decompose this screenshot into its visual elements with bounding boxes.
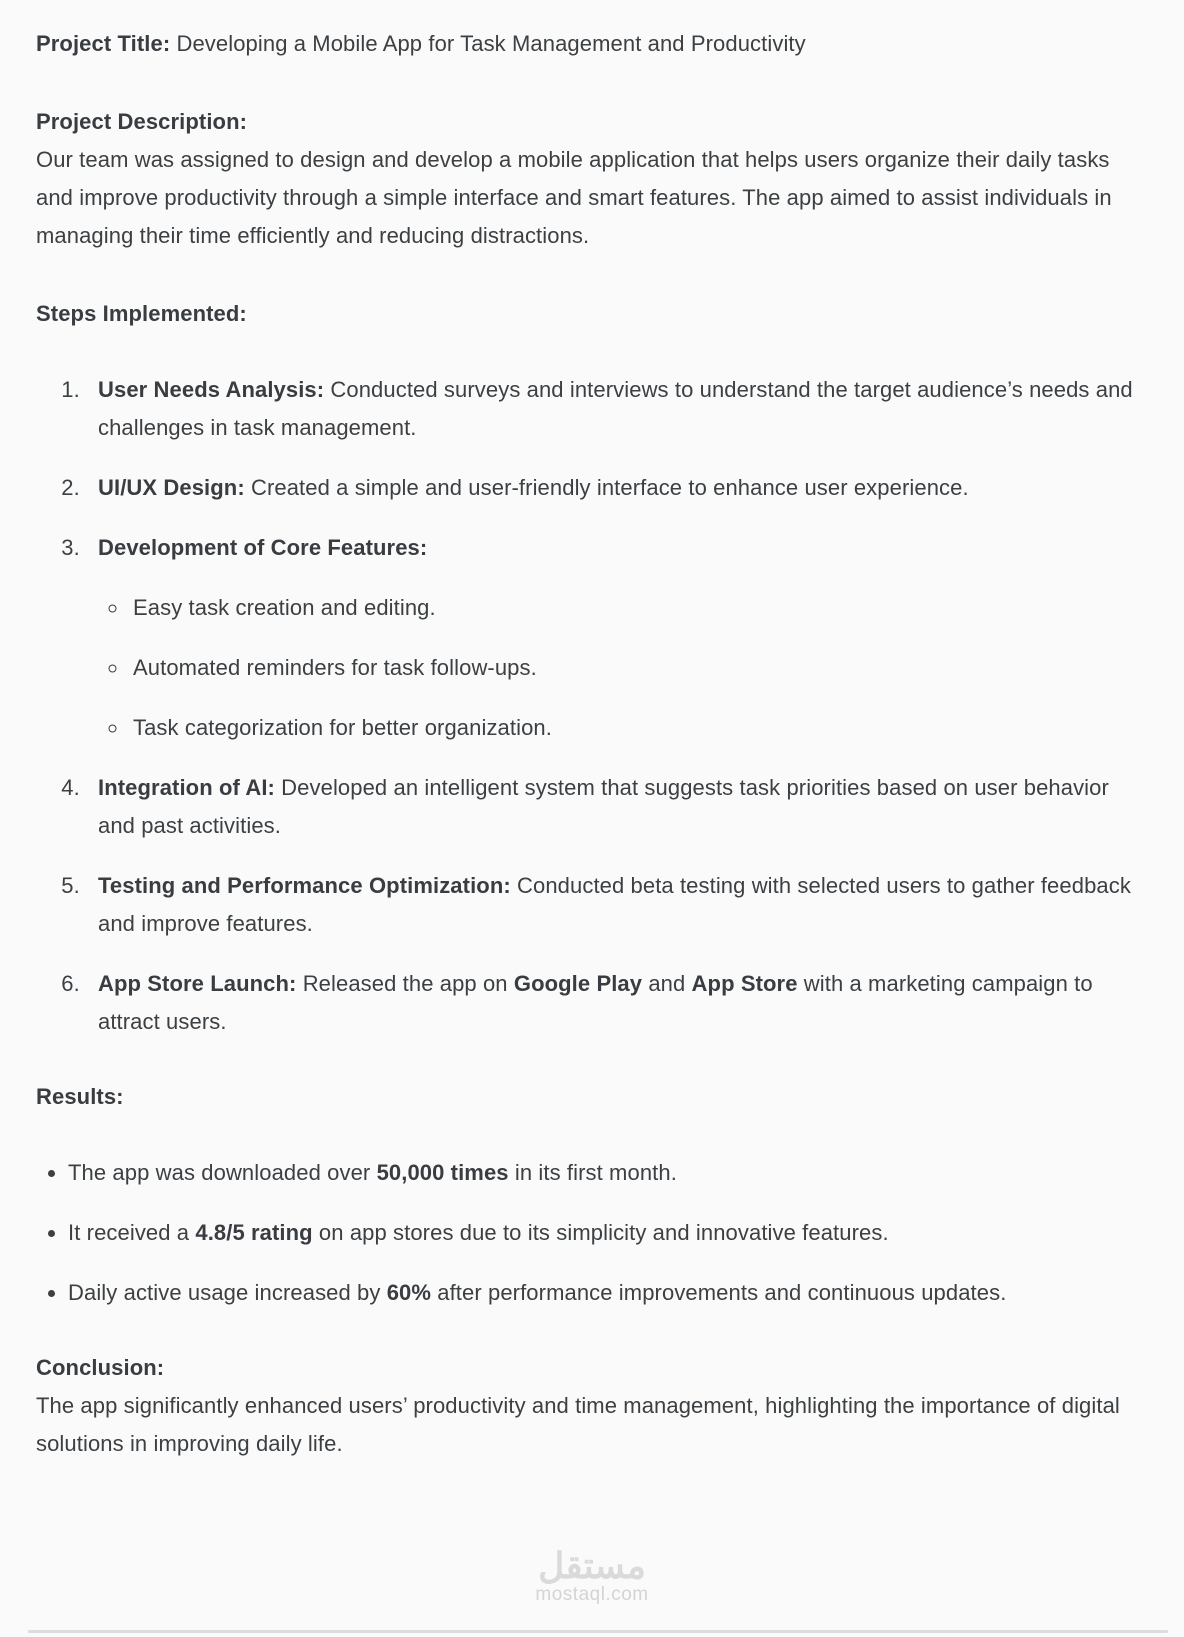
sub-feature-item <box>129 649 1148 687</box>
project-description-section <box>36 103 1148 255</box>
steps-heading-label: Steps Implemented: <box>36 301 247 326</box>
step-item-text: Developed an intelligent system that suggests task priorities based on user behavior and past activities. <box>98 775 1109 838</box>
description-body: Our team was assigned to design and develop a mobile application that helps users organize their daily tasks and improve productivity through a simple interface and smart features. The app aimed to assist individuals in managing their time efficiently and reducing distractions. <box>36 147 1112 248</box>
result-item-rating <box>68 1214 1148 1252</box>
sub-feature-text: Task categorization for better organization. <box>133 715 552 740</box>
step-item-app-store-launch <box>86 965 1148 1041</box>
result-item-downloads <box>68 1154 1148 1192</box>
step-item-lead: Integration of AI: <box>98 775 275 800</box>
core-features-sub-list <box>98 589 1148 747</box>
step-item-lead: User Needs Analysis: <box>98 377 325 402</box>
description-heading: Project Description: <box>36 109 248 134</box>
bottom-divider <box>28 1630 1168 1633</box>
step-item-user-needs-analysis <box>86 371 1148 447</box>
step-item-lead: App Store Launch: <box>98 971 297 996</box>
mostaql-watermark <box>0 1545 1184 1605</box>
step-item-text: Created a simple and user-friendly interface to enhance user experience. <box>244 475 969 500</box>
step-item-core-features <box>86 529 1148 747</box>
result-text: in its first month. <box>508 1160 677 1185</box>
result-metric: 4.8/5 rating <box>195 1220 313 1245</box>
conclusion-heading: Conclusion: <box>36 1355 165 1380</box>
step-item-uiux-design <box>86 469 1148 507</box>
step-item-text: Conducted surveys and interviews to understand the target audience’s needs and challenges in task management. <box>98 377 1133 440</box>
result-text: after performance improvements and continuous updates. <box>431 1280 1007 1305</box>
step-item-lead: UI/UX Design: <box>98 475 245 500</box>
result-item-usage <box>68 1274 1148 1312</box>
mostaql-logo: مستقل <box>538 1545 646 1586</box>
conclusion-section <box>36 1349 1148 1463</box>
step-item-text: with a marketing campaign to attract users. <box>98 971 1093 1034</box>
step-item-testing-optimization <box>86 867 1148 943</box>
project-title-text: Developing a Mobile App for Task Management and Productivity <box>170 31 806 56</box>
google-play-label: Google Play <box>513 971 643 996</box>
project-title-label: Project Title: <box>36 31 171 56</box>
results-heading-label: Results: <box>36 1084 124 1109</box>
sub-feature-item <box>129 589 1148 627</box>
conclusion-body: The app significantly enhanced users’ productivity and time management, highlighting the importance of digital solutions in improving daily life. <box>36 1393 1120 1456</box>
result-metric: 50,000 times <box>376 1160 509 1185</box>
steps-heading <box>36 295 1148 333</box>
project-title <box>36 25 1148 63</box>
result-text: The app was downloaded over <box>68 1160 377 1185</box>
step-item-text: and <box>642 971 692 996</box>
steps-list <box>36 371 1148 1041</box>
step-item-lead: Testing and Performance Optimization: <box>98 873 511 898</box>
sub-feature-text: Easy task creation and editing. <box>133 595 436 620</box>
sub-feature-item <box>129 709 1148 747</box>
sub-feature-text: Automated reminders for task follow-ups. <box>133 655 537 680</box>
result-metric: 60% <box>386 1280 432 1305</box>
step-item-lead: Development of Core Features: <box>98 535 428 560</box>
step-item-ai-integration <box>86 769 1148 845</box>
step-item-text: Conducted beta testing with selected users to gather feedback and improve features. <box>98 873 1131 936</box>
step-item-text: Released the app on <box>296 971 514 996</box>
results-heading <box>36 1078 1148 1116</box>
result-text: It received a <box>68 1220 196 1245</box>
result-text: Daily active usage increased by <box>68 1280 387 1305</box>
app-store-label: App Store <box>691 971 798 996</box>
result-text: on app stores due to its simplicity and innovative features. <box>312 1220 889 1245</box>
mostaql-site-label: mostaql.com <box>535 1584 649 1605</box>
results-list <box>36 1154 1148 1312</box>
